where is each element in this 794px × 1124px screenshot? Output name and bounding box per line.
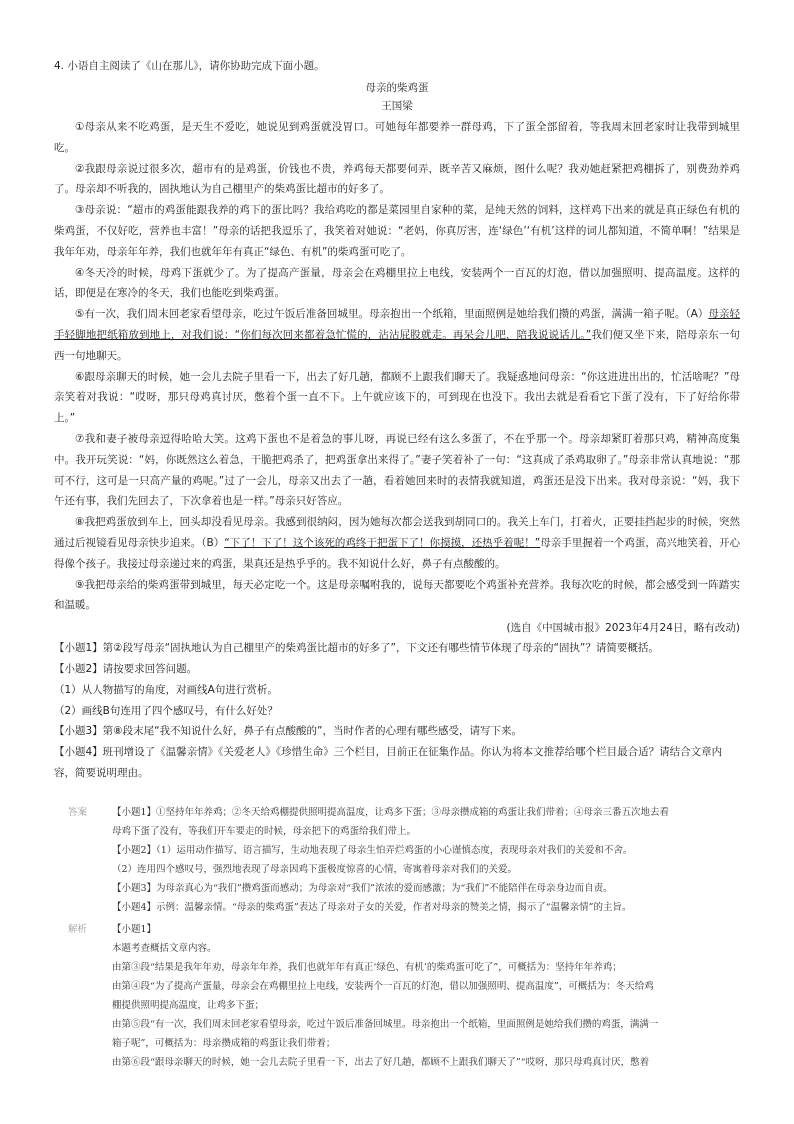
article-paragraph: [54, 117, 740, 159]
article-paragraph: [54, 304, 740, 366]
question-heading: 4. 小语自主阅读了《山在那儿》，请你协助完成下面小题。: [54, 60, 325, 72]
sub-question: （2）画线B句连用了四个感叹号，有什么好处？: [54, 704, 278, 717]
article-author: 王国梁: [381, 100, 413, 112]
analysis-line: 由第⑥段“跟母亲聊天的时候，她一会儿去院子里看一下，出去了好几趟，都顾不上跟我们聊天了”“哎呀，那只母鸡真讨厌，憋着: [112, 1057, 650, 1068]
answer-section: [68, 803, 740, 917]
analysis-section: [68, 920, 740, 1072]
underlined-sentence: “下了！下了！这个该死的鸡终于把蛋下了！你摸摸，还热乎着呢！”: [224, 536, 541, 549]
answer-line: （2）连用四个感叹号，强烈地表现了母亲因鸡下蛋极度惊喜的心情，寄寓着母亲对我们的关爱。: [112, 864, 518, 875]
sub-question: （1）从人物描写的角度，对画线A句进行赏析。: [54, 683, 278, 696]
analysis-line: 【小题1】: [112, 924, 157, 935]
answer-label: 答案: [68, 807, 88, 818]
answer-line: 【小题2】（1）运用动作描写、语言描写，生动地表现了母亲生怕弄烂鸡蛋的小心谨慎态度，表现母亲对我们的关爱和不舍。: [112, 845, 633, 856]
analysis-lines: [112, 920, 740, 1072]
article-paragraph: [54, 575, 740, 617]
article-paragraph: [54, 429, 740, 512]
analysis-line: 棚提供照明提高温度，让鸡多下蛋；: [112, 1000, 265, 1011]
answer-line: 母鸡下蛋了没有，等我们开车要走的时候，母亲把下的鸡蛋给我们带上。: [112, 826, 417, 837]
analysis-line: 由第⑤段“有一次，我们周末回老家看望母亲，吃过午饭后准备回城里。母亲抱出一个纸箱，里面照例是她给我们攒的鸡蛋，满满一: [112, 1019, 659, 1030]
sub-question: 【小题1】第②段写母亲“固执地认为自己棚里产的柴鸡蛋比超市的好多了”，下文还有哪些情节体现了母亲的“固执”？请简要概括。: [54, 642, 659, 655]
paragraph-text: ⑧我把鸡蛋放到车上，回头却没看见母亲。我感到很纳闷，因为她每次都会送我到胡同口的。我关上车门，打着火，正要挂挡起步的时候，突然通过后视镜看见母亲快步追来。（B）: [54, 516, 740, 549]
paragraph-text: ⑥跟母亲聊天的时候，她一会儿去院子里看一下，出去了好几趟，都顾不上跟我们聊天了。我疑惑地问母亲：“你这进进出出的，忙活啥呢？”母亲笑着对我说：“哎呀，那只母鸡真讨厌，憋着个蛋一直不下。上午就应该下的，可到现在也没下。我出去就是看看它下蛋了没有，下了好给你带上。”: [54, 370, 740, 425]
paragraph-text: ④冬天冷的时候，母鸡下蛋就少了。为了提高产蛋量，母亲会在鸡棚里拉上电线，安装两个一百瓦的灯泡，借以加强照明、提高温度。这样的话，即便是在寒冷的冬天，我们也能吃到柴鸡蛋。: [54, 266, 740, 300]
article-title: 母亲的柴鸡蛋: [365, 82, 429, 94]
article-paragraph: [54, 512, 740, 574]
paragraph-text: 母亲手里握着一个鸡蛋，高兴地笑着，开心得像个孩子。我接过母亲递过来的鸡蛋，果真还是热乎乎的。我不知说什么好，鼻子有点酸酸的。: [54, 536, 741, 570]
article-paragraph: [54, 159, 740, 201]
answer-line: 【小题3】为母亲真心为“我们”攒鸡蛋而感动；为母亲对“我们”浓浓的爱而感激；为“我们”不能陪伴在母亲身边而自责。: [112, 883, 613, 894]
sub-question: 【小题4】班刊增设了《温馨亲情》《关爱老人》《珍惜生命》三个栏目，目前正在征集作品。你认为将本文推荐给哪个栏目最合适？请结合文章内容，简要说明理由。: [54, 746, 723, 779]
article-paragraph: [54, 263, 740, 305]
paragraph-text: 我们便又坐下来，陪母亲东一句西一句地聊天。: [54, 328, 740, 362]
paragraph-text: ⑤有一次，我们周末回老家看望母亲，吃过午饭后准备回城里。母亲抱出一个纸箱，里面照例是她给我们攒的鸡蛋，满满一箱子呢。（A）: [75, 308, 709, 321]
paragraph-text: ⑦我和妻子被母亲逗得哈哈大笑。这鸡下蛋也不是着急的事儿呀，再说已经有这么多蛋了，不在乎那一个。母亲却紧盯着那只鸡，精神高度集中。我开玩笑说：“妈，你既然这么着急，干脆把鸡杀了，把鸡蛋拿出来得了。”妻子笑着补了一句：“这真成了杀鸡取卵了。”母亲非常认真地说：“那可不行，这可是一只高产量的鸡呢。”过了一会儿，母亲又出去了一趟，看着她回来时的表情我就知道，鸡蛋还是没下出来。我对母亲说：“妈，我下午还有事，我们先回去了，下次拿着也是一样。”母亲只好答应。: [54, 432, 740, 508]
paragraph-text: ①母亲从来不吃鸡蛋，是天生不爱吃，她说见到鸡蛋就没胃口。可她每年都要养一群母鸡，下了蛋全部留着，等我周末回老家时让我带到城里吃。: [54, 121, 740, 154]
paragraph-text: ⑨我把母亲给的柴鸡蛋带到城里，每天必定吃一个。这是母亲嘱咐我的，说每天都要吃个鸡蛋补充营养。我每次吃的时候，都会感受到一阵踏实和温暖。: [54, 578, 740, 612]
article-source: (选自《中国城市报》2023年4月24日，略有改动): [506, 622, 740, 635]
analysis-line: 由第③段“结果是我年年劝，母亲年年养，我们也就年年有真正‘绿色、有机’的柴鸡蛋可吃了”，可概括为：坚持年年养鸡；: [112, 962, 622, 973]
answer-lines: [112, 803, 740, 917]
answer-line: 【小题1】①坚持年年养鸡；②冬天给鸡棚提供照明提高温度，让鸡多下蛋；③母亲攒成箱的鸡蛋让我们带着；④母亲三番五次地去看: [112, 807, 670, 818]
sub-question: 【小题2】请按要求回答问题。: [54, 662, 198, 675]
question-section: [54, 58, 740, 784]
analysis-label: 解析: [68, 924, 88, 935]
analysis-line: 由第④段“为了提高产蛋量，母亲会在鸡棚里拉上电线，安装两个一百瓦的灯泡，借以加强照明、提高温度”，可概括为：冬天给鸡: [112, 981, 654, 992]
analysis-line: 本题考查概括文章内容。: [112, 943, 217, 954]
sub-question: 【小题3】第⑧段末尾“我不知说什么好，鼻子有点酸酸的”，当时作者的心理有哪些感受，请写下来。: [54, 725, 522, 738]
sub-questions: [54, 638, 740, 784]
article-paragraph: [54, 200, 740, 262]
underlined-sentence: 母亲轻手轻脚地把纸箱放到地上，对我们说：“你们每次回来都着急忙慌的，沾沾屁股就走。再呆会儿吧，陪我说说话儿。”: [54, 308, 741, 341]
analysis-line: 箱子呢”，可概括为：母亲攒成箱的鸡蛋让我们带着；: [112, 1038, 336, 1049]
paragraph-text: ③母亲说：“超市的鸡蛋能跟我养的鸡下的蛋比吗？我给鸡吃的都是菜园里自家种的菜，是纯天然的饲料，这样鸡下出来的就是真正绿色有机的柴鸡蛋，不仅好吃，营养也丰富！”母亲的话把我逗乐了，我笑着对她说：“老妈，你真厉害，连‘绿色’‘有机’这样的词儿都知道，不简单啊！”结果是我年年劝，母亲年年养，我们也就年年有真正“绿色、有机”的柴鸡蛋可吃了。: [54, 204, 740, 258]
paragraph-text: ②我跟母亲说过很多次，超市有的是鸡蛋，价钱也不贵，养鸡每天都要伺弄，既辛苦又麻烦，图什么呢？我劝她赶紧把鸡棚拆了，别费劲养鸡了。母亲却不听我的，固执地认为自己棚里产的柴鸡蛋比超市的好多了。: [54, 162, 740, 196]
article-body: [54, 117, 740, 616]
article-paragraph: [54, 367, 740, 429]
answer-line: 【小题4】示例：温馨亲情。“母亲的柴鸡蛋”表达了母亲对子女的关爱，作者对母亲的赞美之情，揭示了“温馨亲情”的主旨。: [112, 902, 632, 913]
